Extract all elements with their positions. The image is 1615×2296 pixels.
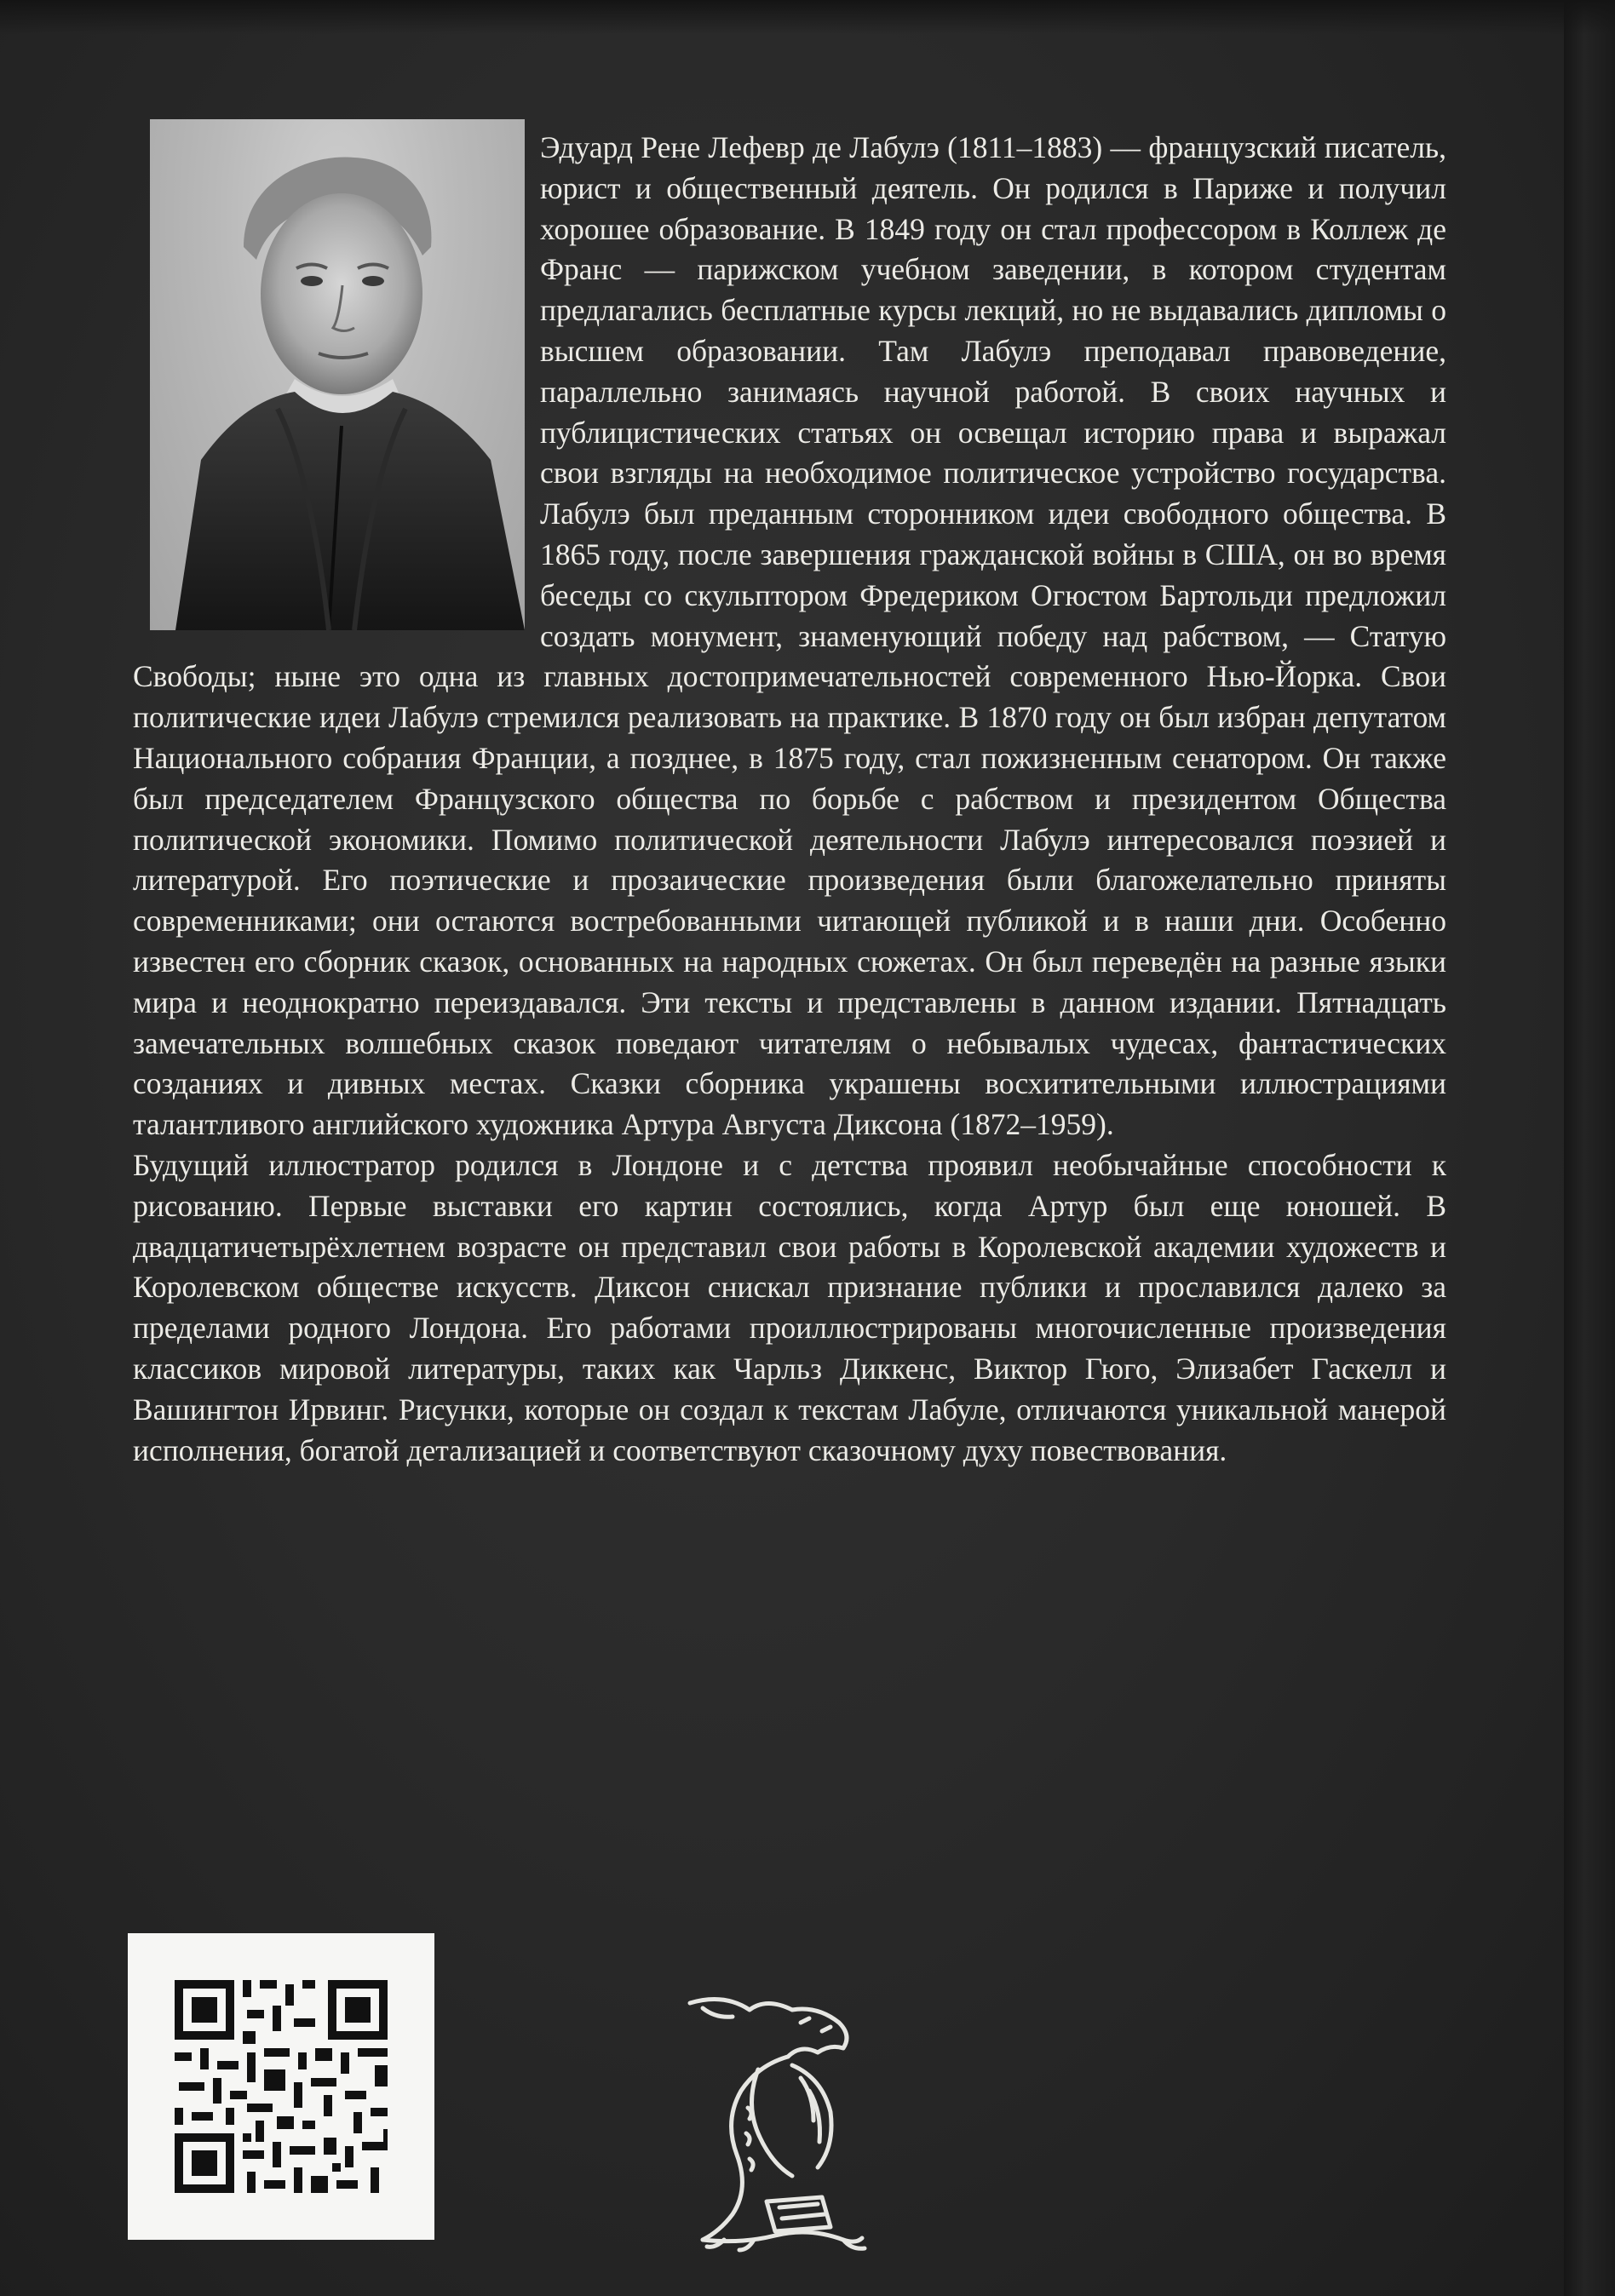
- qr-code[interactable]: [128, 1933, 434, 2240]
- dragon-logo-icon: [673, 1984, 877, 2257]
- portrait-photo: [150, 119, 525, 630]
- publisher-logo: [673, 1984, 877, 2257]
- author-portrait: [150, 119, 525, 630]
- qr-code-icon: [128, 1933, 434, 2240]
- top-shadow: [0, 0, 1615, 34]
- biography-paragraph-2: Будущий иллюстратор родился в Лондоне и с детства проявил необычайные способности к рисованию. Первые выставки его картин состоялись, когда Артур был еще юношей. В двадцатичетырёхлетнем возрасте он представил свои работы в Королевской академии художеств и Королевском обществе искусств. Диксон снискал признание публики и прославился далеко за пределами родного Лондона. Его работами проиллюстрированы многочисленные произведения классиков мировой литературы, таких как Чарльз Диккенс, Виктор Гюго, Элизабет Гаскелл и Вашингтон Ирвинг. Рисунки, которые он создал к текстам Лабуле, отличаются уникальной манерой исполнения, богатой детализацией и соответствуют сказочному духу повествования.: [133, 1147, 1446, 1467]
- cover-spine-edge: [1564, 0, 1615, 2296]
- biography-paragraph-1: Эдуард Рене Лефевр де Лабулэ (1811–1883) — французский писатель, юрист и общественный деятель. Он родился в Париже и получил хорошее образование. В 1849 году он стал профессором в Коллеж де Франс — парижском учебном заведении, в котором студентам предлагались бесплатные курсы лекций, но не выдавались дипломы о высшем образовании. Там Лабулэ преподавал правоведение, параллельно занимаясь научной работой. В своих научных и публицистических статьях он освещал историю права и выражал свои взгляды на необходимое политическое устройство государства. Лабулэ был преданным сторонником идеи свободного общества. В 1865 году, после завершения гражданской войны в США, он во время беседы со скульптором Фредериком Огюстом Бартольди предложил создать монумент, знаменующий победу над рабством, — Статую Свободы; ныне это одна из главных достопримечательностей современного Нью-Йорка. Свои политические идеи Лабулэ стремился реализовать на практике. В 1870 году он был избран депутатом Национального собрания Франции, а позднее, в 1875 году, стал пожизненным сенатором. Он также был председателем Французского общества по борьбе с рабством и президентом Общества политической экономики. Помимо политической деятельности Лабулэ интересовался поэзией и литературой. Его поэтические и прозаические произведения были благожелательно приняты современниками; они остаются востребованными читающей публикой и в наши дни. Особенно известен его сборник сказок, основанных на народных сюжетах. Он был переведён на разные языки мира и неоднократно переиздавался. Эти тексты и представлены в данном издании. Пятнадцать замечательных волшебных сказок поведают читателям о небывалых чудесах, фантастических созданиях и дивных местах. Сказки сборника украшены восхитительными иллюстрациями талантливого английского художника Артура Августа Диксона (1872–1959).: [133, 130, 1446, 1142]
